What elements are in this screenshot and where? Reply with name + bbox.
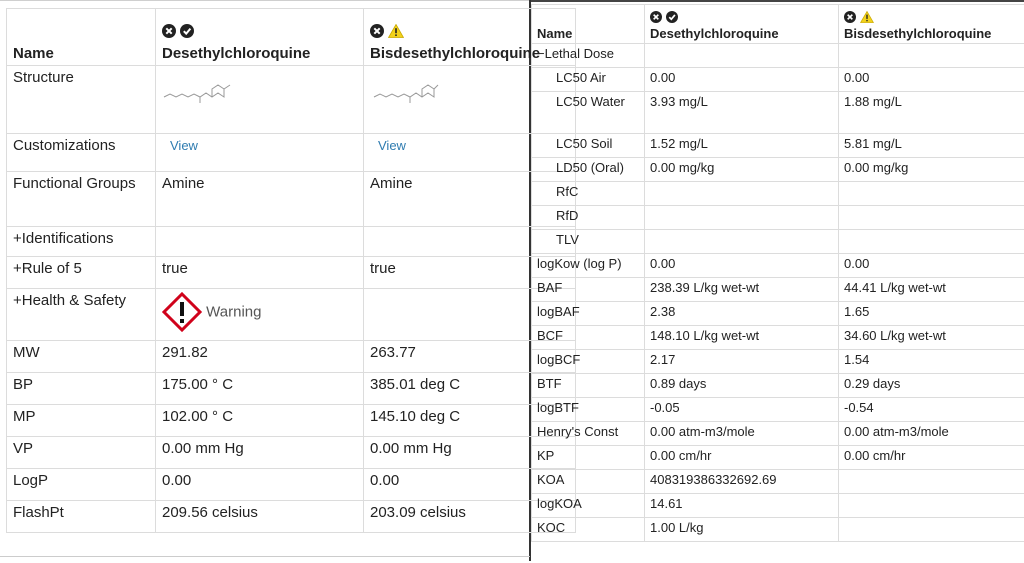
value-cell: 1.88 mg/L [839, 92, 1024, 134]
value-cell [156, 134, 364, 172]
row-label: BCF [532, 326, 645, 350]
table-row [532, 494, 1024, 518]
compound-1-header [645, 5, 839, 44]
row-label: Structure [7, 66, 156, 134]
value-cell: 1.00 L/kg [645, 518, 839, 542]
value-cell: 0.00 atm-m3/mole [645, 422, 839, 446]
value-cell: 2.38 [645, 302, 839, 326]
check-circle-icon [180, 24, 194, 38]
value-cell [645, 206, 839, 230]
table-header-row [532, 5, 1024, 44]
collapse-lethal-dose[interactable]: −Lethal Dose [532, 44, 645, 68]
value-cell: 0.00 mg/kg [645, 158, 839, 182]
value-cell: true [364, 257, 576, 289]
value-cell: 145.10 deg C [364, 405, 576, 437]
molecule-structure-icon [370, 77, 440, 107]
value-cell: -0.05 [645, 398, 839, 422]
value-cell: 1.65 [839, 302, 1024, 326]
left-panel-bottom-border [0, 556, 530, 557]
row-label: logKow (log P) [532, 254, 645, 278]
value-cell: 0.00 cm/hr [645, 446, 839, 470]
value-cell: 203.09 celsius [364, 501, 576, 533]
table-row [532, 206, 1024, 230]
row-label: LogP [7, 469, 156, 501]
table-row-vp [7, 437, 576, 469]
row-label: logBAF [532, 302, 645, 326]
value-cell: -0.54 [839, 398, 1024, 422]
table-row [532, 374, 1024, 398]
table-row [532, 446, 1024, 470]
value-cell: 44.41 L/kg wet-wt [839, 278, 1024, 302]
value-cell: 0.29 days [839, 374, 1024, 398]
value-cell: 408319386332692.69 [645, 470, 839, 494]
toxicity-comparison-table [531, 4, 1024, 542]
table-row [532, 398, 1024, 422]
table-row [532, 158, 1024, 182]
row-label: Customizations [7, 134, 156, 172]
row-label: MW [7, 341, 156, 373]
row-label: TLV [532, 230, 645, 254]
value-cell [839, 230, 1024, 254]
table-row-structure [7, 66, 576, 134]
value-cell: 14.61 [645, 494, 839, 518]
table-header-row [7, 9, 576, 66]
value-cell: 0.00 [645, 254, 839, 278]
value-cell: 0.00 atm-m3/mole [839, 422, 1024, 446]
value-cell: 263.77 [364, 341, 576, 373]
table-row [532, 68, 1024, 92]
molecule-structure-icon [162, 77, 232, 107]
value-cell: Amine [364, 172, 576, 227]
row-label: LD50 (Oral) [532, 158, 645, 182]
value-cell: 0.00 [839, 254, 1024, 278]
value-cell: 0.00 mm Hg [156, 437, 364, 469]
value-cell: 291.82 [156, 341, 364, 373]
table-row-bp [7, 373, 576, 405]
lethal-dose-group-row[interactable] [532, 44, 1024, 68]
close-circle-icon[interactable] [650, 11, 662, 23]
compound-1-icons [162, 22, 357, 39]
row-label: logKOA [532, 494, 645, 518]
value-cell [645, 182, 839, 206]
hazard-warning-text: Warning [206, 304, 261, 321]
value-cell: 0.00 [839, 68, 1024, 92]
table-row [532, 302, 1024, 326]
row-label: MP [7, 405, 156, 437]
row-label: RfC [532, 182, 645, 206]
value-cell: 34.60 L/kg wet-wt [839, 326, 1024, 350]
value-cell [839, 182, 1024, 206]
row-label: LC50 Air [532, 68, 645, 92]
table-row-identifications[interactable] [7, 227, 576, 257]
expand-identifications[interactable]: +Identifications [7, 227, 156, 257]
row-label: FlashPt [7, 501, 156, 533]
value-cell: 238.39 L/kg wet-wt [645, 278, 839, 302]
value-cell [645, 230, 839, 254]
hazard-cell [156, 289, 364, 341]
value-cell: 0.89 days [645, 374, 839, 398]
check-circle-icon [666, 11, 678, 23]
value-cell [839, 494, 1024, 518]
expand-rule-of-5[interactable]: +Rule of 5 [7, 257, 156, 289]
value-cell: 5.81 mg/L [839, 134, 1024, 158]
value-cell: 0.00 [364, 469, 576, 501]
row-label: Functional Groups [7, 172, 156, 227]
compound-1-icons [650, 8, 833, 23]
warning-triangle-icon [860, 11, 874, 23]
compound-2-name: Bisdesethylchloroquine [844, 26, 991, 41]
row-label: BTF [532, 374, 645, 398]
close-circle-icon[interactable] [162, 24, 176, 38]
table-row [532, 422, 1024, 446]
value-cell [839, 206, 1024, 230]
row-label: KP [532, 446, 645, 470]
table-row [532, 518, 1024, 542]
toxicity-rows [532, 44, 1024, 542]
compound-1-header [156, 9, 364, 66]
table-row [532, 326, 1024, 350]
value-cell: 0.00 cm/hr [839, 446, 1024, 470]
value-cell: 148.10 L/kg wet-wt [645, 326, 839, 350]
row-label: KOA [532, 470, 645, 494]
row-label: LC50 Water [532, 92, 645, 134]
warning-triangle-icon [388, 24, 404, 38]
value-cell: 175.00 ° C [156, 373, 364, 405]
value-cell [645, 44, 839, 68]
compound-2-name: Bisdesethylchloroquine [370, 45, 540, 62]
structure-image-1 [156, 66, 364, 134]
compound-2-header [839, 5, 1024, 44]
value-cell: 0.00 mm Hg [364, 437, 576, 469]
value-cell: 0.00 [156, 469, 364, 501]
row-label: LC50 Soil [532, 134, 645, 158]
table-row [532, 230, 1024, 254]
row-label: VP [7, 437, 156, 469]
table-row-functional-groups [7, 172, 576, 227]
table-row [532, 350, 1024, 374]
view-customizations-link-2[interactable]: View [378, 138, 406, 153]
value-cell: 3.93 mg/L [645, 92, 839, 134]
table-row-rule-of-5[interactable] [7, 257, 576, 289]
table-row-customizations [7, 134, 576, 172]
value-cell: 1.54 [839, 350, 1024, 374]
table-row [532, 470, 1024, 494]
row-label: KOC [532, 518, 645, 542]
table-row-mp [7, 405, 576, 437]
ghs-exclamation-icon [162, 292, 202, 332]
close-circle-icon[interactable] [844, 11, 856, 23]
row-label: logBTF [532, 398, 645, 422]
compound-comparison-table [6, 8, 576, 533]
row-label: BAF [532, 278, 645, 302]
compound-1-name: Desethylchloroquine [650, 26, 779, 41]
value-cell [839, 470, 1024, 494]
table-row-mw [7, 341, 576, 373]
value-cell [839, 44, 1024, 68]
value-cell: Amine [156, 172, 364, 227]
table-row-logp [7, 469, 576, 501]
value-cell: 209.56 celsius [156, 501, 364, 533]
value-cell: 1.52 mg/L [645, 134, 839, 158]
value-cell: 0.00 [645, 68, 839, 92]
table-row [532, 278, 1024, 302]
name-column-header: Name [532, 5, 645, 44]
table-row [532, 92, 1024, 134]
close-circle-icon[interactable] [370, 24, 384, 38]
value-cell: 385.01 deg C [364, 373, 576, 405]
table-row [532, 182, 1024, 206]
value-cell: 0.00 mg/kg [839, 158, 1024, 182]
name-column-header: Name [7, 9, 156, 66]
row-label: BP [7, 373, 156, 405]
value-cell [839, 518, 1024, 542]
row-label: RfD [532, 206, 645, 230]
compound-1-name: Desethylchloroquine [162, 45, 310, 62]
row-label: logBCF [532, 350, 645, 374]
table-row-health-safety[interactable] [7, 289, 576, 341]
expand-health-safety[interactable]: +Health & Safety [7, 289, 156, 341]
value-cell: 102.00 ° C [156, 405, 364, 437]
value-cell: true [156, 257, 364, 289]
value-cell [156, 227, 364, 257]
compound-2-icons [844, 8, 1024, 23]
view-customizations-link-1[interactable]: View [170, 138, 198, 153]
table-row [532, 134, 1024, 158]
value-cell: 2.17 [645, 350, 839, 374]
row-label: Henry's Const [532, 422, 645, 446]
table-row-flashpt [7, 501, 576, 533]
table-row [532, 254, 1024, 278]
